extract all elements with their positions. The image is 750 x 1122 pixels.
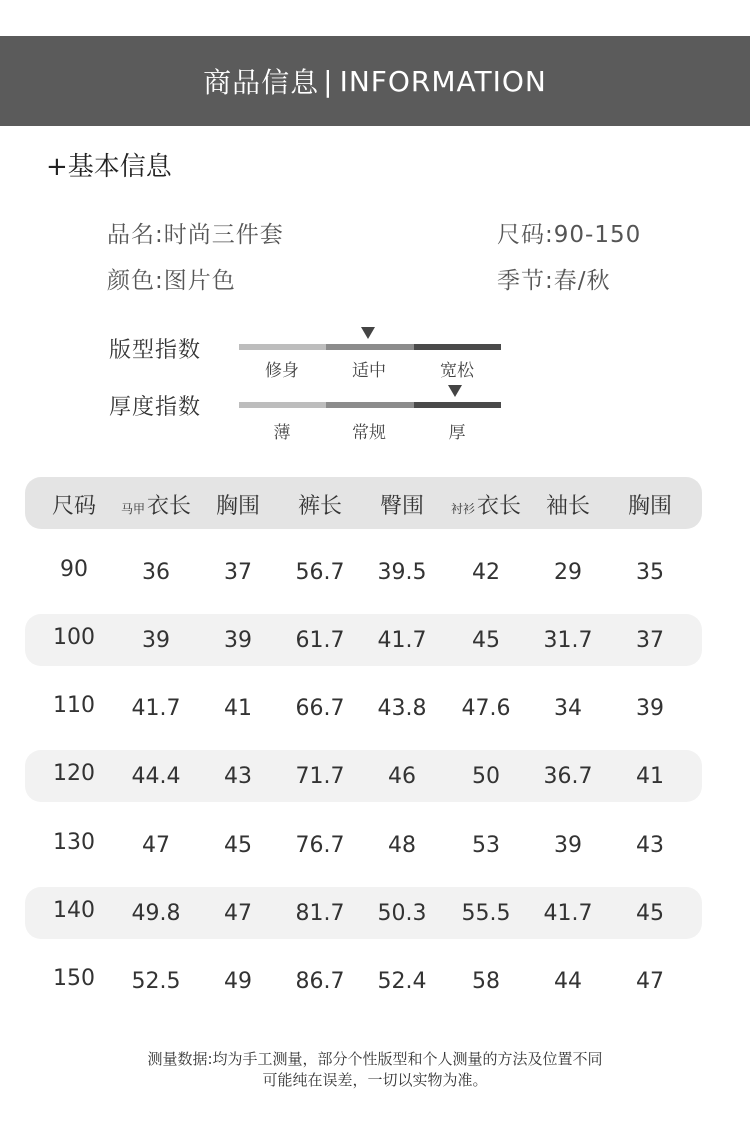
table-cell: 47 [142, 833, 170, 858]
fit-index-marker-icon [361, 327, 375, 339]
thickness-option: 薄 [273, 423, 291, 443]
table-cell: 45 [224, 833, 252, 858]
table-cell: 44.4 [131, 764, 181, 789]
thickness-index-scale [239, 402, 501, 408]
table-cell: 71.7 [295, 764, 345, 789]
table-cell: 46 [388, 764, 416, 789]
thickness-option: 常规 [352, 423, 386, 443]
table-cell: 42 [472, 560, 500, 585]
product-color: 颜色:图片色 [107, 268, 236, 294]
table-cell: 53 [472, 833, 500, 858]
table-cell: 31.7 [543, 628, 593, 653]
table-cell: 52.5 [131, 969, 181, 994]
table-row-size: 100 [53, 625, 95, 650]
table-cell: 39.5 [377, 560, 427, 585]
table-cell: 50.3 [377, 901, 427, 926]
table-cell: 49.8 [131, 901, 181, 926]
table-row-size: 120 [53, 761, 95, 786]
measurement-note-line2: 可能纯在误差，一切以实物为准。 [262, 1071, 488, 1089]
table-cell: 34 [554, 696, 582, 721]
table-cell: 43 [224, 764, 252, 789]
table-row-size: 90 [60, 557, 88, 582]
table-cell: 41 [636, 764, 664, 789]
table-header-cell [600, 489, 700, 520]
table-cell: 44 [554, 969, 582, 994]
table-cell: 50 [472, 764, 500, 789]
table-cell: 81.7 [295, 901, 345, 926]
table-cell: 56.7 [295, 560, 345, 585]
table-cell: 39 [224, 628, 252, 653]
table-cell: 76.7 [295, 833, 345, 858]
table-header-label: 裤长 [297, 494, 342, 519]
table-cell: 47 [224, 901, 252, 926]
table-header-label: 尺码 [51, 494, 96, 519]
table-cell: 29 [554, 560, 582, 585]
table-cell: 58 [472, 969, 500, 994]
product-size-range: 尺码:90-150 [497, 222, 642, 248]
table-header-prefix: 马甲 [120, 502, 145, 516]
banner-title-cn: 商品信息 [203, 66, 320, 99]
table-cell: 39 [142, 628, 170, 653]
table-cell: 37 [224, 560, 252, 585]
scale-segment [326, 344, 413, 350]
fit-option: 适中 [352, 361, 386, 381]
table-row-size: 150 [53, 966, 95, 991]
table-header-label: 衣长 [147, 494, 192, 519]
scale-segment [414, 344, 501, 350]
table-header-label: 胸围 [215, 494, 260, 519]
measurement-note-line1: 测量数据:均为手工测量，部分个性版型和个人测量的方法及位置不同 [147, 1050, 603, 1068]
table-cell: 41.7 [377, 628, 427, 653]
table-cell: 39 [636, 696, 664, 721]
thickness-index-marker-icon [448, 385, 462, 397]
thickness-index-label: 厚度指数 [109, 395, 202, 420]
table-cell: 36.7 [543, 764, 593, 789]
table-cell: 61.7 [295, 628, 345, 653]
banner-separator: | [323, 64, 334, 98]
table-cell: 41.7 [543, 901, 593, 926]
table-cell: 55.5 [461, 901, 511, 926]
table-cell: 35 [636, 560, 664, 585]
table-cell: 37 [636, 628, 664, 653]
table-header-label: 袖长 [545, 494, 590, 519]
table-header-label: 胸围 [627, 494, 672, 519]
product-name: 品名:时尚三件套 [107, 222, 284, 248]
table-cell: 47 [636, 969, 664, 994]
table-cell: 36 [142, 560, 170, 585]
table-header-label: 臀围 [379, 494, 424, 519]
product-season: 季节:春/秋 [497, 268, 611, 294]
basic-info-heading: +基本信息 [46, 152, 172, 182]
scale-segment [326, 402, 413, 408]
header-banner [0, 36, 750, 126]
table-cell: 43.8 [377, 696, 427, 721]
fit-index-scale [239, 344, 501, 350]
table-cell: 52.4 [377, 969, 427, 994]
table-header-label: 衣长 [477, 494, 522, 519]
fit-option: 宽松 [440, 361, 474, 381]
thickness-option: 厚 [448, 423, 466, 443]
table-cell: 49 [224, 969, 252, 994]
scale-segment [239, 344, 326, 350]
fit-option: 修身 [265, 361, 299, 381]
table-cell: 39 [554, 833, 582, 858]
banner-title-en: INFORMATION [339, 64, 547, 98]
scale-segment [414, 402, 501, 408]
table-cell: 86.7 [295, 969, 345, 994]
table-cell: 45 [636, 901, 664, 926]
table-cell: 66.7 [295, 696, 345, 721]
table-row-size: 140 [53, 898, 95, 923]
scale-segment [239, 402, 326, 408]
table-cell: 47.6 [461, 696, 511, 721]
table-cell: 43 [636, 833, 664, 858]
table-row-size: 110 [53, 693, 95, 718]
table-cell: 48 [388, 833, 416, 858]
fit-index-label: 版型指数 [109, 338, 202, 363]
table-row-size: 130 [53, 830, 95, 855]
table-header-prefix: 衬衫 [450, 502, 475, 516]
table-cell: 41 [224, 696, 252, 721]
table-cell: 41.7 [131, 696, 181, 721]
table-cell: 45 [472, 628, 500, 653]
